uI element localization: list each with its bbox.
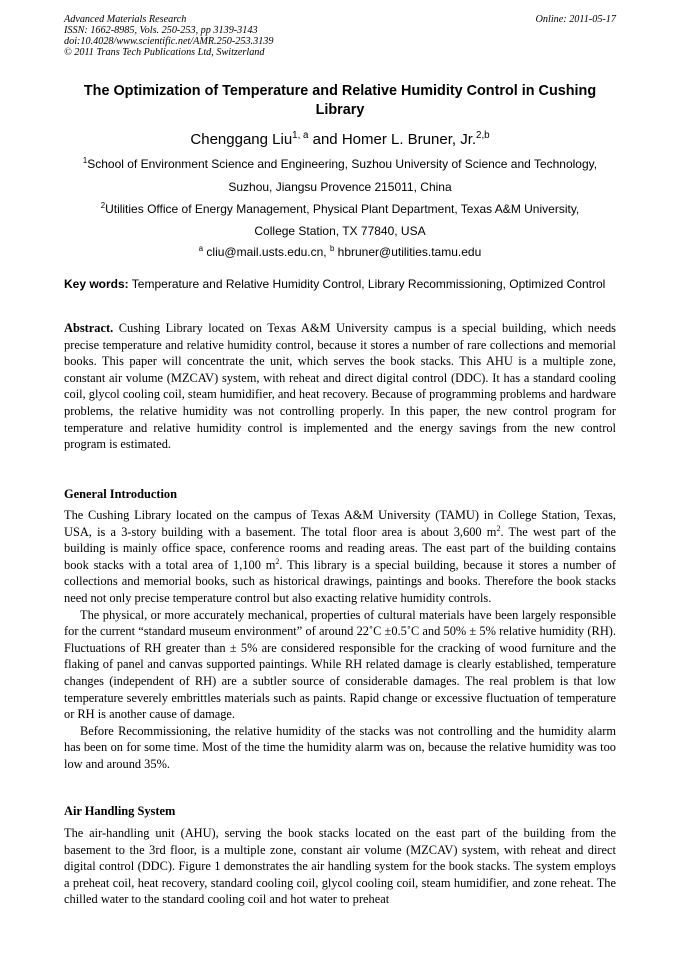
s1p1-sup-1: 2 <box>496 523 501 533</box>
affiliation-1-line-2: Suzhou, Jiangsu Provence 215011, China <box>228 180 452 194</box>
copyright-line: © 2011 Trans Tech Publications Ltd, Switzerland <box>64 47 265 58</box>
abstract <box>64 320 616 453</box>
section-1-paragraph-3: Before Recommissioning, the relative humidity of the stacks was not controlling and the humidity alarm has been on for some time. Most of the time the humidity alarm was on, because the relative humidity was too low and around 35%. <box>64 723 616 771</box>
aff-1-sup: 1 <box>82 156 88 165</box>
affiliation-1-line-1 <box>40 157 640 172</box>
section-2-body <box>64 825 616 908</box>
abstract-text: Cushing Library located on Texas A&M University campus is a special building, which needs precise temperature and relative humidity control, because it stores a number of rare collections and memorial books. This paper will concentrate the unit, which serves the book stacks. This AHU is a multiple zone, constant air volume (MZCAV) system, with reheat and direct digital control (DDC). It has a standard cooling coil, glycol cooling coil, steam humidifier, and heat recovery. Because of programming problems and hardware problems, the relative humidity was not controlling properly. In this paper, the new control program for temperature and relative humidity control is implemented and the energy savings from the new control program is estimated. <box>64 321 616 452</box>
affiliation-2-line-2: College Station, TX 77840, USA <box>254 224 426 238</box>
author-1-sup: 1, a <box>292 130 309 141</box>
issn-line: ISSN: 1662-8985, Vols. 250-253, pp 3139-3143 <box>64 25 258 36</box>
keywords <box>64 277 616 293</box>
keywords-label: Key words: <box>64 277 129 291</box>
email-a: cliu@mail.usts.edu.cn, <box>203 245 330 259</box>
s1p1-part-a: The Cushing Library located on the campus of Texas A&M University (TAMU) in College Station, Texas, USA, is a 3-story building with a basement. The total floor area is about 3,600 m <box>64 508 616 539</box>
s1p1-part-c: . This library is a special building, because it stores a number of collections and memorial books, such as historical drawings, paintings and books. Therefore the book stacks need not only precise temperature control but also exacting relative humidity controls. <box>64 557 617 605</box>
author-connector: and <box>308 131 342 148</box>
section-heading-air-handling-system: Air Handling System <box>64 804 176 818</box>
section-heading-general-introduction: General Introduction <box>64 487 178 501</box>
email-b-sup: b <box>329 244 335 253</box>
online-date: Online: 2011-05-17 <box>535 14 616 25</box>
section-1-paragraph-2: The physical, or more accurately mechanical, properties of cultural materials have been largely responsible for the current “standard museum environment” of around 22˚C ±0.5˚C and 50% ± 5% relative humidity (RH). Fluctuations of RH greater than ± 5% are considered responsible for the cracking of wood furniture and the flaking of panel and canvas supported paintings. While RH related damage is clearly established, temperature changes (independent of RH) are a subtler source of considerable damages. The real problem is that low temperature severely embrittles materials such as paints. Rapid change or excessive fluctuation of temperature or RH is another cause of damage. <box>64 607 616 722</box>
author-2-sup: 2,b <box>476 130 490 141</box>
section-1-body <box>64 507 616 773</box>
author-2: Homer L. Bruner, Jr. <box>341 131 477 148</box>
affiliation-2-line-1 <box>40 202 640 217</box>
s1p1-part-b: . The west part of the building is mainly office space, conference rooms and reading areas. The east part of the building contains book stacks with a total area of 1,100 m <box>64 524 616 572</box>
section-2-paragraph-1: The air-handling unit (AHU), serving the book stacks located on the east part of the building from the basement to the 3rd floor, is a multiple zone, constant air volume (MZCAV) system, with reheat and direct digital control (DDC). Figure 1 demonstrates the air handling system for the book stacks. The system employs a preheat coil, heat recovery, standard cooling coil, glycol cooling coil, steam humidifier, and zone reheat. The chilled water to the standard cooling coil and hot water to preheat <box>64 826 616 907</box>
author-1: Chenggang Liu <box>190 131 293 148</box>
email-b: hbruner@utilities.tamu.edu <box>334 245 482 259</box>
email-a-sup: a <box>198 244 204 253</box>
s1p1-sup-2: 2 <box>275 556 280 566</box>
email-line <box>40 245 640 260</box>
doi-line: doi:10.4028/www.scientific.net/AMR.250-253.3139 <box>64 36 274 47</box>
author-line <box>64 130 616 150</box>
abstract-label: Abstract. <box>64 321 114 335</box>
aff-2-text-1: Utilities Office of Energy Management, Physical Plant Department, Texas A&M University, <box>105 202 580 216</box>
paper-title: The Optimization of Temperature and Relative Humidity Control in Cushing Library <box>83 83 597 118</box>
keywords-text: Temperature and Relative Humidity Control, Library Recommissioning, Optimized Control <box>128 277 606 291</box>
aff-2-sup: 2 <box>100 201 106 210</box>
journal-name: Advanced Materials Research <box>64 14 187 25</box>
journal-header <box>64 14 616 58</box>
section-1-paragraph-1 <box>64 507 616 607</box>
aff-1-text-1: School of Environment Science and Engineering, Suzhou University of Science and Technology, <box>87 157 598 171</box>
